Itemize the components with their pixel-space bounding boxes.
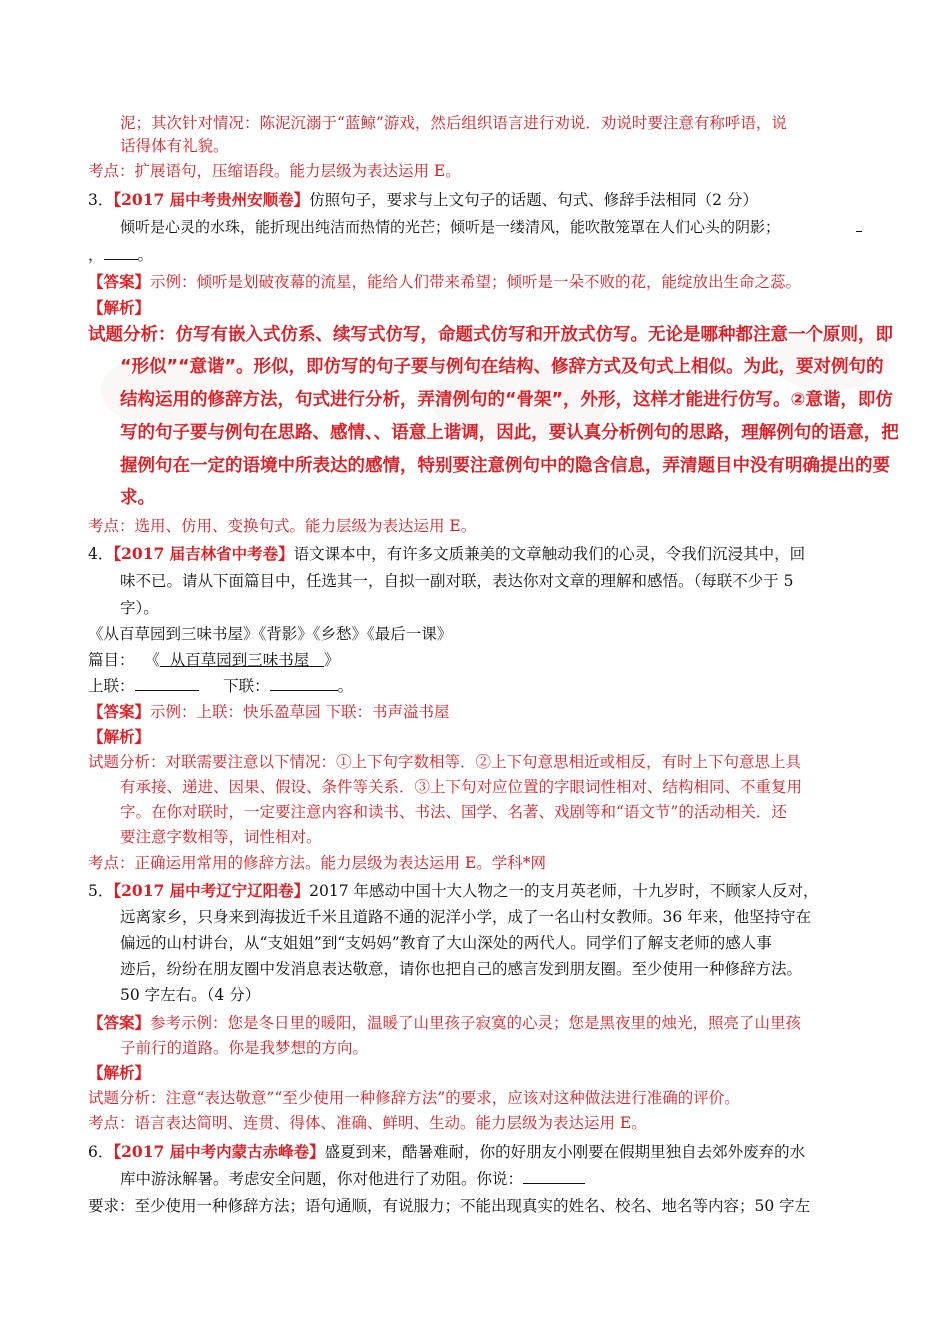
question-text: 盛夏到来，酷暑难耐，你的好朋友小刚要在假期里独自去郊外废弃的水: [324, 1143, 806, 1161]
requirement-text: 要求：至少使用一种修辞方法；语句通顺，有说服力；不能出现真实的姓名、校名、地名等内容；50 字左: [88, 1197, 811, 1215]
answer-text: 示例：上联：快乐盈草园 下联：书声溢书屋: [150, 703, 450, 721]
question-number: 4．: [88, 545, 114, 563]
analysis-tag: 【解析】: [88, 727, 151, 746]
question-text: 仿照句子，要求与上文句子的话题、句式、修辞手法相同（2 分）: [309, 191, 758, 209]
question-source: 【2017 届中考贵州安顺卷】: [113, 190, 310, 209]
question-text: 语文课本中，有许多文质兼美的文章触动我们的心灵，令我们沉浸其中，回: [293, 545, 806, 563]
analysis-text: 试题分析：仿写有嵌入式仿系、续写式仿写，命题式仿写和开放式仿写。无论是哪种都注意一个原则，即: [88, 325, 893, 345]
answer-text: 示例：倾听是划破夜幕的流星，能给人们带来希望；倾听是一朵不败的花，能绽放出生命之蕊。: [150, 273, 802, 291]
analysis-text: 结构运用的修辞方法，句式进行分析，弄清例句的“骨架”，外形，这样才能进行仿写。②意谐，即仿: [120, 390, 893, 410]
analysis-tag: 【解析】: [88, 298, 151, 317]
question-text: 迹后，纷纷在朋友圈中发消息表达敬意，请你也把自己的感言发到朋友圈。至少使用一种修辞方法。: [120, 960, 803, 978]
question-text: 50 字左右。（4 分）: [120, 986, 261, 1004]
answer-line: [88, 271, 801, 293]
answer-blank: [856, 216, 862, 238]
question-source: 【2017 届吉林省中考卷】: [113, 544, 294, 563]
analysis-text: 字。在你对联时，一定要注意内容和读书、书法、国学、名著、戏剧等和“语文节”的活动相关．还: [120, 803, 787, 821]
answer-tag: 【答案】: [88, 1013, 151, 1032]
question-text: 库中游泳解暑。考虑安全问题，你对他进行了劝阻。你说：: [120, 1168, 585, 1190]
kaodian-line: 考点：选用、仿用、变换句式。能力层级为表达运用 E。: [88, 517, 477, 535]
answer-blank: [270, 676, 338, 691]
answer-text: 参考示例：您是冬日里的暖阳，温暖了山里孩子寂寞的心灵；您是黑夜里的烛光，照亮了山里孩: [150, 1014, 802, 1032]
kaodian-line: 考点：扩展语句，压缩语段。能力层级为表达运用 E。: [88, 162, 461, 180]
answer-blank: [104, 245, 138, 260]
analysis-text: “形似”“意谐”。形似，即仿写的句子要与例句在结构、修辞方式及句式上相似。为此，要对例句的: [120, 357, 884, 377]
answer-tag: 【答案】: [88, 272, 151, 291]
kaodian-line: 考点：正确运用常用的修辞方法。能力层级为表达运用 E。学科*网: [88, 854, 546, 872]
answer-line: [88, 701, 449, 723]
fill-line: ， 。: [88, 246, 154, 264]
question-text: 远离家乡，只身来到海拔近千米且道路不通的泥洋小学，成了一名山村女教师。36 年来，他坚持守在: [120, 908, 812, 926]
question-3: [88, 189, 758, 211]
question-number: 6．: [88, 1143, 114, 1161]
example-sentence: 倾听是心灵的水珠，能折现出纯洁而热情的光芒；倾听是一缕清风，能吹散笼罩在人们心头的阴影；: [120, 218, 781, 236]
question-text: 偏远的山村讲台，从“支姐姐”到“支妈妈”教育了大山深处的两代人。同学们了解支老师的感人事: [120, 934, 772, 952]
analysis-text: 握例句在一定的语境中所表达的感情，特别要注意例句中的隐含信息，弄清题目中没有明确提出的要: [120, 456, 890, 476]
question-number: 3．: [88, 191, 114, 209]
answer-tag: 【答案】: [88, 702, 151, 721]
answer-blank: [135, 676, 199, 691]
question-5: [88, 880, 819, 902]
question-source: 【2017 届中考内蒙古赤峰卷】: [113, 1142, 325, 1161]
analysis-text: 试题分析：注意“表达敬意”“至少使用一种修辞方法”的要求，应该对这种做法进行准确的评价。: [88, 1089, 740, 1107]
selected-title: 从百草园到三味书屋: [169, 651, 310, 669]
question-6: [88, 1141, 805, 1163]
analysis-text: 要注意字数相等，词性相对。: [120, 828, 322, 846]
question-text: 2017 年感动中国十大人物之一的支月英老师，十九岁时，不顾家人反对，: [309, 882, 819, 900]
kaodian-line: 考点：语言表达简明、连贯、得体、准确、鲜明、生动。能力层级为表达运用 E。: [88, 1114, 647, 1132]
analysis-text: 试题分析：对联需要注意以下情况：①上下句字数相等．②上下句意思相近或相反，有时上下句意思上具: [88, 753, 802, 771]
question-source: 【2017 届中考辽宁辽阳卷】: [113, 881, 310, 900]
analysis-text: 求。: [120, 488, 155, 508]
analysis-tag: 【解析】: [88, 1063, 151, 1082]
text-line: 泥；其次针对情况：陈泥沉溺于“蓝鲸”游戏，然后组织语言进行劝说．劝说时要注意有称呼语，说: [120, 114, 787, 132]
question-text: 味不已。请从下面篇目中，任选其一，自拟一副对联，表达你对文章的理解和感悟。（每联不少于 5: [120, 572, 794, 590]
answer-blank: [523, 1169, 585, 1184]
answer-text: 子前行的道路。你是我梦想的方向。: [120, 1039, 369, 1057]
pianmu-line: 篇目： 《 从百草园到三味书屋 》: [88, 651, 340, 669]
analysis-text: 有承接、递进、因果、假设、条件等关系．③上下句对应位置的字眼词性相对、结构相同、不重复用: [120, 778, 803, 796]
title-list: 《从百草园到三味书屋》《背影》《乡愁》《最后一课》: [88, 625, 453, 643]
couplet-line: 上联： 下联： 。: [88, 677, 354, 695]
text-line: 话得体有礼貌。: [120, 137, 229, 155]
question-4: [88, 543, 805, 565]
question-number: 5．: [88, 882, 114, 900]
answer-line: [88, 1012, 801, 1034]
question-text: 字）。: [120, 599, 159, 617]
analysis-text: 写的句子要与例句在思路、感情、、语意上谐调，因此，要认真分析例句的思路，理解例句的语意，把: [120, 423, 899, 443]
